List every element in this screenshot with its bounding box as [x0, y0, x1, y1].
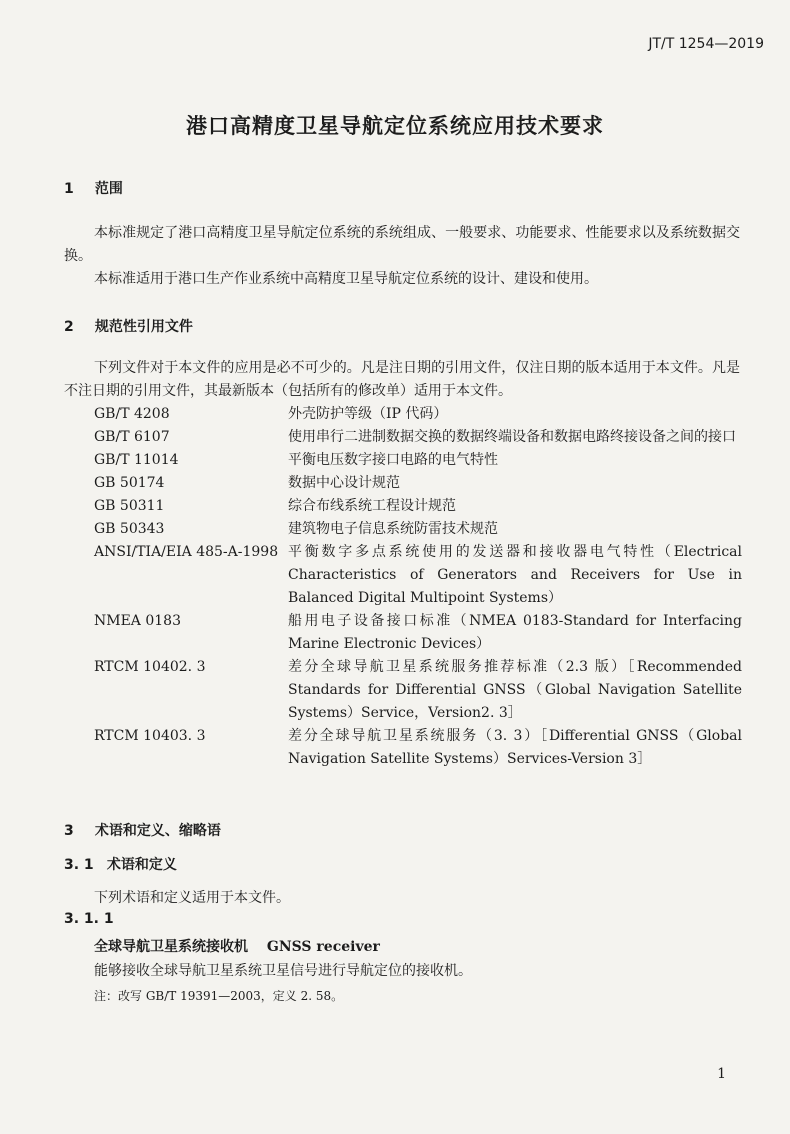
reference-title: 综合布线系统工程设计规范 — [288, 498, 456, 514]
reference-title: 平衡数字多点系统使用的发送器和接收器电气特性（Electrical Characteristics of Generators and Receivers for Use in Balanced Digital Multipoint Systems） — [288, 544, 742, 606]
reference-item — [94, 656, 742, 725]
reference-item — [94, 725, 742, 771]
reference-item — [94, 426, 742, 449]
term-chinese: 全球导航卫星系统接收机 — [94, 939, 248, 955]
section-3-1-intro: 下列术语和定义适用于本文件。 — [94, 890, 290, 906]
reference-code: GB/T 11014 — [94, 452, 179, 468]
reference-code: GB 50174 — [94, 475, 165, 491]
reference-code: GB/T 4208 — [94, 406, 170, 422]
reference-title: 差分全球导航卫星系统服务（3. 3）［Differential GNSS（Global Navigation Satellite Systems）Services-Version 3］ — [288, 728, 742, 767]
reference-item — [94, 518, 742, 541]
reference-title: 平衡电压数字接口电路的电气特性 — [288, 452, 498, 468]
term-definition: 能够接收全球导航卫星系统卫星信号进行导航定位的接收机。 — [94, 963, 472, 979]
section-3-heading — [64, 820, 221, 840]
reference-item — [94, 449, 742, 472]
page-number: 1 — [717, 1066, 726, 1082]
section-3-title: 术语和定义、缩略语 — [94, 823, 221, 839]
reference-code: ANSI/TIA/EIA 485-A-1998 — [94, 544, 279, 560]
section-3-number: 3 — [64, 823, 74, 839]
reference-code: RTCM 10403. 3 — [94, 728, 206, 744]
section-1-paragraph-1: 本标准规定了港口高精度卫星导航定位系统的系统组成、一般要求、功能要求、性能要求以及系统数据交换。 — [64, 225, 740, 264]
section-2-title: 规范性引用文件 — [94, 319, 193, 335]
clause-number: 3. 1. 1 — [64, 911, 114, 927]
reference-title: 数据中心设计规范 — [288, 475, 400, 491]
standard-code: JT/T 1254—2019 — [648, 36, 764, 52]
section-2-number: 2 — [64, 319, 74, 335]
term-note: 注：改写 GB/T 19391—2003，定义 2. 58。 — [94, 989, 344, 1003]
section-2-heading — [64, 316, 193, 336]
section-1-number: 1 — [64, 181, 74, 197]
reference-item — [94, 472, 742, 495]
reference-item — [94, 610, 742, 656]
reference-code: NMEA 0183 — [94, 613, 181, 629]
section-1-paragraph-2: 本标准适用于港口生产作业系统中高精度卫星导航定位系统的设计、建设和使用。 — [94, 271, 598, 287]
term-heading — [94, 936, 380, 956]
section-3-1-number: 3. 1 — [64, 857, 94, 873]
section-1-title: 范围 — [94, 181, 123, 197]
reference-title: 差分全球导航卫星系统服务推荐标准（2.3 版）［Recommended Standards for Differential GNSS（Global Navigation Satellite Systems）Service，Version2. 3］ — [288, 659, 742, 721]
reference-title: 外壳防护等级（IP 代码） — [288, 406, 448, 422]
reference-item — [94, 541, 742, 610]
reference-title: 建筑物电子信息系统防雷技术规范 — [288, 521, 498, 537]
reference-title: 船用电子设备接口标准（NMEA 0183-Standard for Interfacing Marine Electronic Devices） — [288, 613, 742, 652]
section-3-1-title: 术语和定义 — [106, 857, 177, 873]
reference-item — [94, 495, 742, 518]
reference-item — [94, 403, 742, 426]
normative-references-list — [94, 403, 742, 771]
reference-code: GB 50311 — [94, 498, 165, 514]
section-1-heading — [64, 178, 123, 198]
term-english: GNSS receiver — [266, 939, 380, 955]
reference-code: GB 50343 — [94, 521, 165, 537]
reference-code: GB/T 6107 — [94, 429, 170, 445]
reference-title: 使用串行二进制数据交换的数据终端设备和数据电路终接设备之间的接口 — [288, 429, 736, 445]
section-2-intro: 下列文件对于本文件的应用是必不可少的。凡是注日期的引用文件，仅注日期的版本适用于本文件。凡是不注日期的引用文件，其最新版本（包括所有的修改单）适用于本文件。 — [64, 360, 740, 399]
reference-code: RTCM 10402. 3 — [94, 659, 206, 675]
section-3-1-heading — [64, 854, 177, 874]
document-title: 港口高精度卫星导航定位系统应用技术要求 — [186, 114, 604, 138]
